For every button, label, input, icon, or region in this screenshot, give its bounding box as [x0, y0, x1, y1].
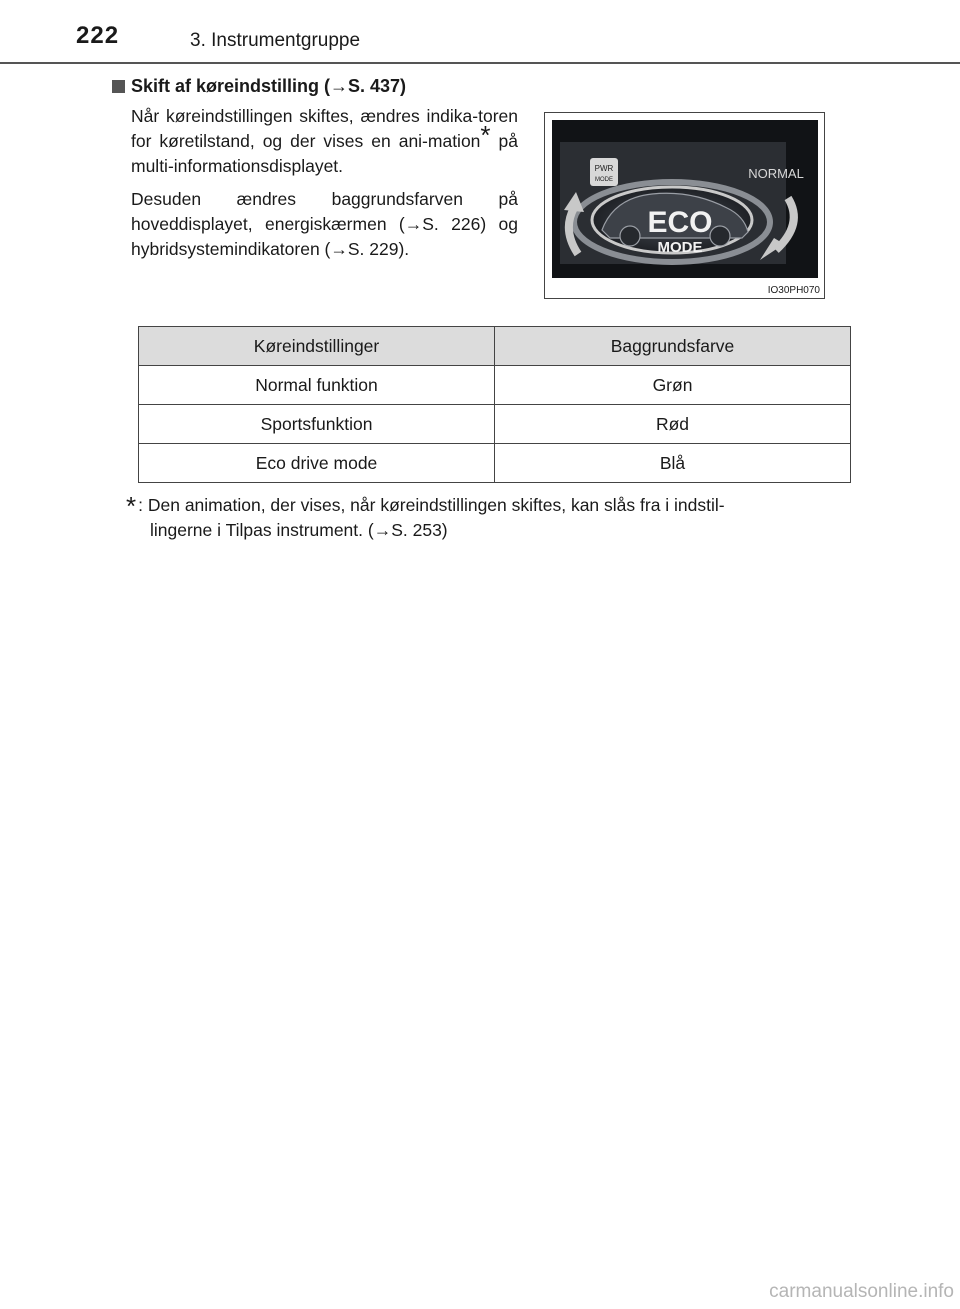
pwr-mode-label: MODE [595, 177, 613, 183]
pwr-label: PWR [594, 164, 614, 173]
paragraph-1 [131, 104, 518, 179]
section-heading-text: Skift af køreindstilling (→S. 437) [131, 76, 407, 96]
table-row [139, 366, 851, 405]
table-cell: Eco drive mode [139, 444, 495, 483]
table-cell: Rød [495, 405, 851, 444]
table-row [139, 405, 851, 444]
figure-code: IO30PH070 [767, 285, 820, 296]
asterisk-marker: * [480, 120, 491, 151]
footnote [126, 490, 856, 543]
table-cell: Blå [495, 444, 851, 483]
table-header-row [139, 327, 851, 366]
normal-label: NORMAL [748, 166, 804, 181]
table-cell: Grøn [495, 366, 851, 405]
paragraph-1-text: Når køreindstillingen skiftes, ændres indika-toren for køretilstand, og der vises en ani-mation [131, 106, 518, 151]
footnote-text-1: : Den animation, der vises, når køreindstillingen skiftes, kan slås fra i indstil- [138, 495, 725, 515]
table-row [139, 444, 851, 483]
eco-label: ECO [647, 206, 713, 239]
footnote-asterisk: * [126, 491, 137, 521]
paragraph-1-text-end: på multi-informationsdisplayet. [131, 131, 518, 176]
eco-mode-label: MODE [657, 239, 703, 256]
paragraph-2: Desuden ændres baggrundsfarven på hoveddisplayet, energiskærmen (→S. 226) og hybridsystemindikatoren (→S. 229). [131, 189, 518, 259]
eco-mode-figure [544, 112, 825, 299]
table-cell: Sportsfunktion [139, 405, 495, 444]
eco-mode-display-illustration [552, 120, 818, 278]
square-bullet-icon [112, 80, 125, 93]
section-heading [112, 76, 406, 97]
car-wheel-rear-icon [710, 226, 730, 246]
drive-mode-table [138, 326, 851, 483]
car-wheel-front-icon [620, 226, 640, 246]
header-rule [0, 62, 960, 64]
table-header-color: Baggrundsfarve [495, 327, 851, 366]
table-cell: Normal funktion [139, 366, 495, 405]
footnote-line-2: lingerne i Tilpas instrument. (→S. 253) [150, 520, 448, 540]
watermark: carmanualsonline.info [769, 1281, 954, 1302]
footnote-line-1 [126, 490, 856, 521]
table-header-mode: Køreindstillinger [139, 327, 495, 366]
page-number: 222 [76, 22, 120, 49]
chapter-title: 3. Instrumentgruppe [190, 30, 361, 51]
